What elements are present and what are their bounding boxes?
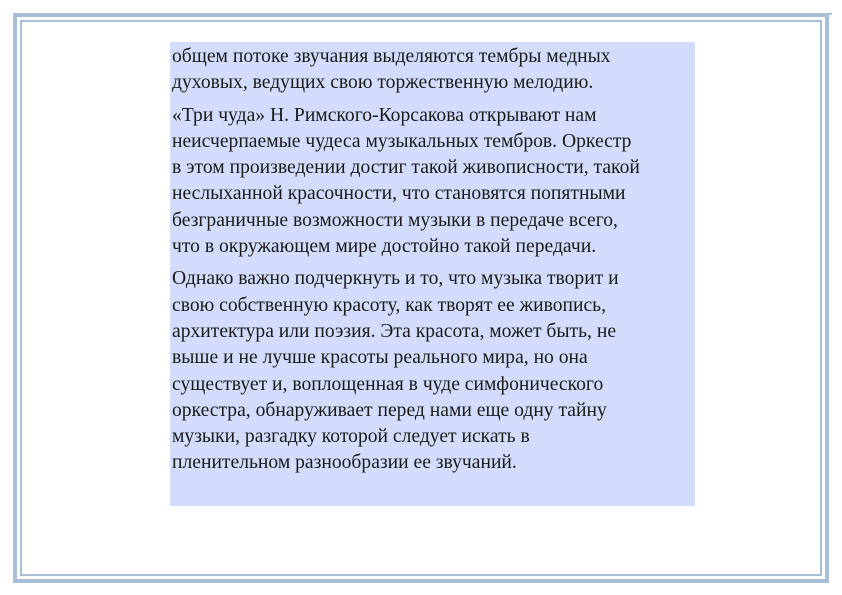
paragraph-1: общем потоке звучания выделяются тембры медных духовых, ведущих свою торжественную мелодию. <box>172 46 611 94</box>
slide-text-box <box>170 42 695 506</box>
paragraph-2: «Три чуда» Н. Римского-Корсакова открывают нам неисчерпаемые чудеса музыкальных тембров. Оркестр в этом произведении достиг такой живописности, такой неслыханной красочности, что становятся попятными безграничные возможности музыки в передаче всего, что в окружающем мире достойно такой передачи. <box>172 104 640 258</box>
paragraph-3: Однако важно подчеркнуть и то, что музыка творит и свою собственную красоту, как творят ее живопись, архитектура или поэзия. Эта красота, может быть, не выше и не лучше красоты реального мира, но она существует и, воплощенная в чуде симфонического оркестра, обнаруживает перед нами еще одну тайну музыки, разгадку которой следует искать в пленительном разнообразии ее звучаний. <box>172 268 619 474</box>
